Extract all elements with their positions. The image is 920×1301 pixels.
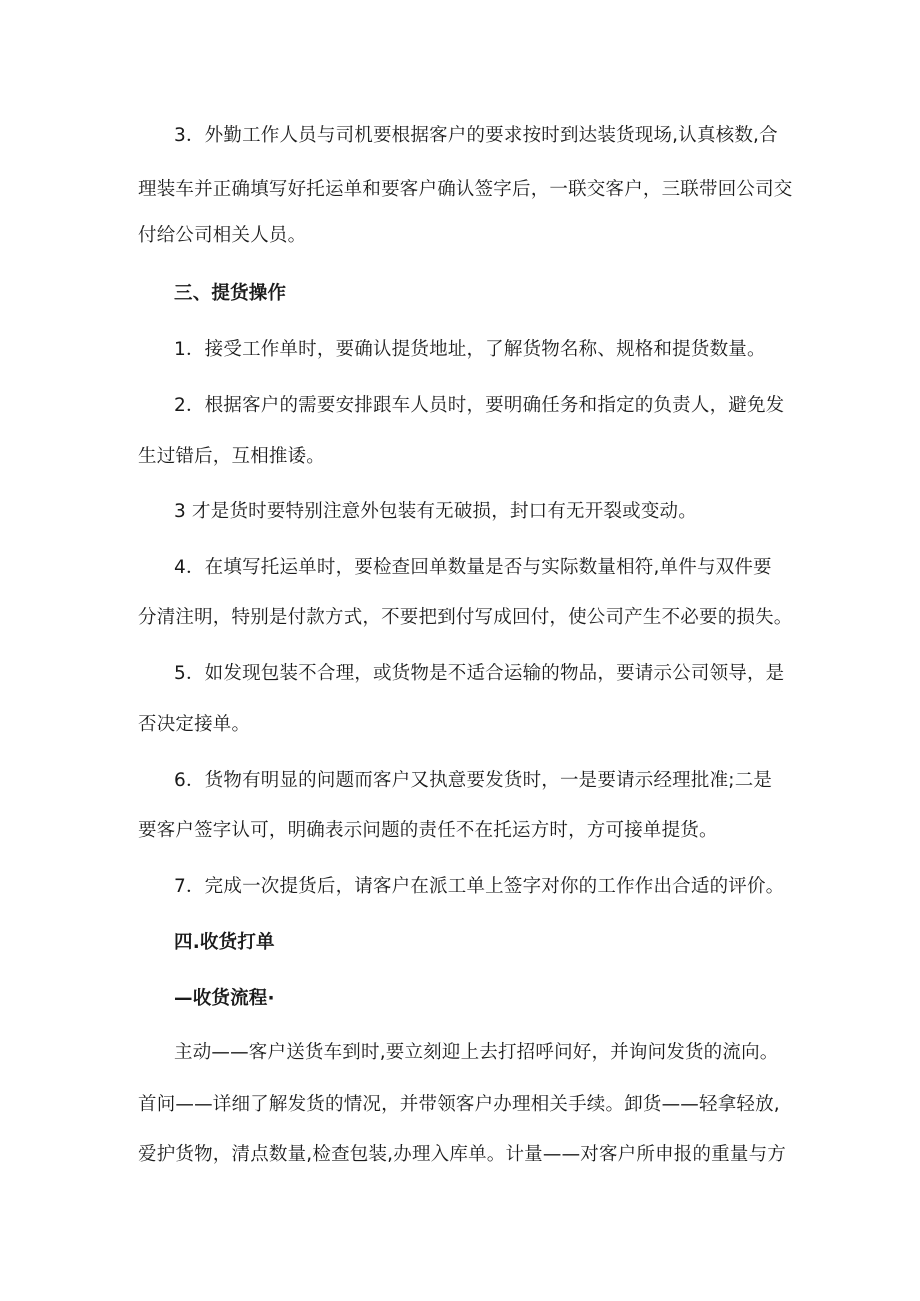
paragraph-3-line-2: 理装车并正确填写好托运单和要客户确认签字后，一联交客户，三联带回公司交 bbox=[138, 179, 793, 200]
subheading-receiving-process: —收货流程· bbox=[174, 988, 275, 1009]
pickup-item-4-line-1: 4．在填写托运单时，要检查回单数量是否与实际数量相符,单件与双件要 bbox=[174, 557, 772, 578]
section-heading-pickup: 三、提货操作 bbox=[174, 283, 287, 304]
receiving-process-line-3: 爱护货物，清点数量,检查包装,办理入库单。计量——对客户所申报的重量与方 bbox=[138, 1144, 786, 1165]
pickup-item-4-line-2: 分清注明，特别是付款方式，不要把到付写成回付，使公司产生不必要的损失。 bbox=[138, 607, 793, 628]
paragraph-3-line-1: 3．外勤工作人员与司机要根据客户的要求按时到达装货现场,认真核数,合 bbox=[174, 125, 778, 146]
pickup-item-7: 7．完成一次提货后，请客户在派工单上签字对你的工作作出合适的评价。 bbox=[174, 876, 785, 897]
pickup-item-6-line-1: 6．货物有明显的问题而客户又执意要发货时，一是要请示经理批准;二是 bbox=[174, 770, 773, 791]
pickup-item-2-line-2: 生过错后，互相推诿。 bbox=[138, 446, 326, 467]
receiving-process-line-2: 首问——详细了解发货的情况，并带领客户办理相关手续。卸货——轻拿轻放, bbox=[138, 1094, 780, 1115]
pickup-item-5-line-1: 5．如发现包装不合理，或货物是不适合运输的物品，要请示公司领导，是 bbox=[174, 663, 785, 684]
pickup-item-2-line-1: 2．根据客户的需要安排跟车人员时，要明确任务和指定的负责人，避免发 bbox=[174, 395, 785, 416]
pickup-item-1: 1．接受工作单时，要确认提货地址，了解货物名称、规格和提货数量。 bbox=[174, 339, 766, 360]
pickup-item-6-line-2: 要客户签字认可，明确表示问题的责任不在托运方时，方可接单提货。 bbox=[138, 820, 718, 841]
pickup-item-3: 3 才是货时要特别注意外包装有无破损，封口有无开裂或变动。 bbox=[174, 501, 697, 522]
section-heading-receiving: 四.收货打单 bbox=[174, 932, 275, 953]
receiving-process-line-1: 主动——客户送货车到时,要立刻迎上去打招呼问好，并询问发货的流向。 bbox=[174, 1042, 779, 1063]
pickup-item-5-line-2: 否决定接单。 bbox=[138, 714, 251, 735]
paragraph-3-line-3: 付给公司相关人员。 bbox=[138, 225, 307, 246]
